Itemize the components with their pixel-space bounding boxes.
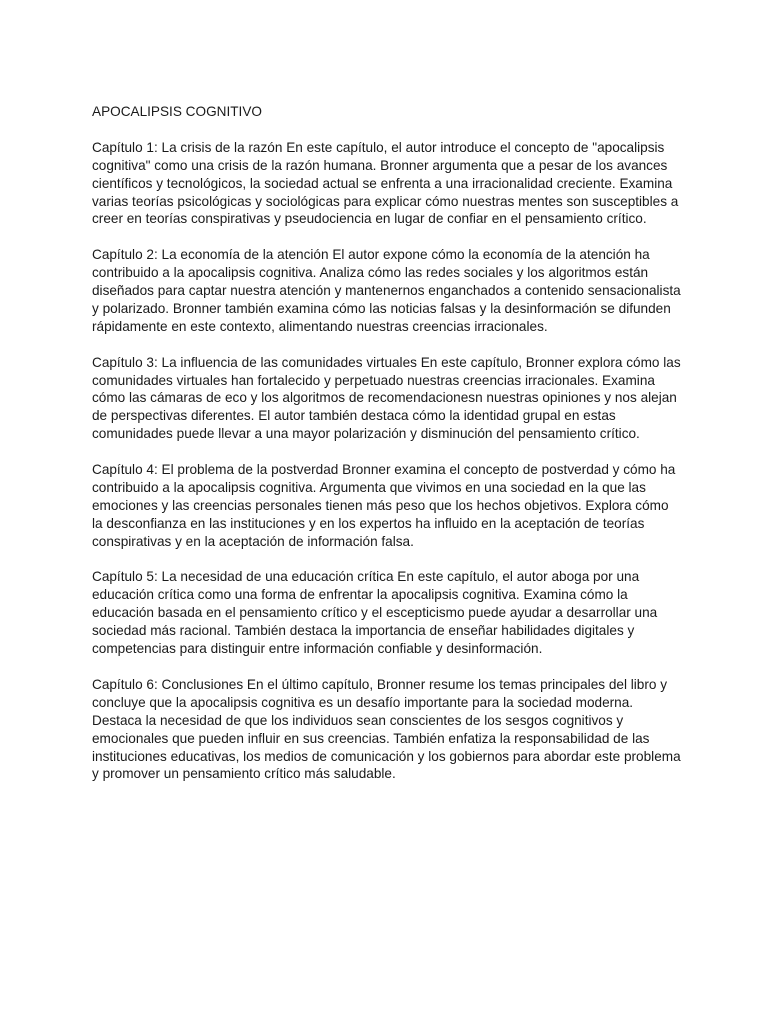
chapter-2-paragraph: Capítulo 2: La economía de la atención El autor expone cómo la economía de la atención ha contribuido a la apocalipsis cognitiva. Analiza cómo las redes sociales y los algoritmos están diseñados para captar nuestra atención y mantenernos enganchados a contenido sensacionalista y polarizado. Bronner también examina cómo las noticias falsas y la desinformación se difunden rápidamente en este contexto, alimentando nuestras creencias irracionales.: [92, 247, 681, 334]
chapter-3-paragraph: Capítulo 3: La influencia de las comunidades virtuales En este capítulo, Bronner explora cómo las comunidades virtuales han fortalecido y perpetuado nuestras creencias irracionales. Examina cómo las cámaras de eco y los algoritmos de recomendacionesn nuestras opiniones y nos alejan de perspectivas diferentes. El autor también destaca cómo la identidad grupal en estas comunidades puede llevar a una mayor polarización y disminución del pensamiento crítico.: [92, 354, 681, 442]
chapter-6-paragraph: Capítulo 6: Conclusiones En el último capítulo, Bronner resume los temas principales del libro y concluye que la apocalipsis cognitiva es un desafío importante para la sociedad moderna. Destaca la necesidad de que los individuos sean conscientes de los sesgos cognitivos y emocionales que pueden influir en sus creencias. También enfatiza la responsabilidad de las instituciones educativas, los medios de comunicación y los gobiernos para abordar este problema y promover un pensamiento crítico más saludable.: [92, 676, 681, 782]
document-body: [92, 103, 682, 801]
document-title: APOCALIPSIS COGNITIVO: [92, 104, 262, 119]
chapter-4-paragraph: Capítulo 4: El problema de la postverdad Bronner examina el concepto de postverdad y cómo ha contribuido a la apocalipsis cognitiva. Argumenta que vivimos en una sociedad en la que las emociones y las creencias personales tienen más peso que los hechos objetivos. Explora cómo la desconfianza en las instituciones y en los expertos ha influido en la aceptación de teorías conspirativas y en la aceptación de información falsa.: [92, 462, 676, 549]
chapter-1-paragraph: Capítulo 1: La crisis de la razón En este capítulo, el autor introduce el concepto de "apocalipsis cognitiva" como una crisis de la razón humana. Bronner argumenta que a pesar de los avances científicos y tecnológicos, la sociedad actual se enfrenta a una irracionalidad creciente. Examina varias teorías psicológicas y sociológicas para explicar cómo nuestras mentes son susceptibles a creer en teorías conspirativas y pseudociencia en lugar de confiar en el pensamiento crítico.: [92, 139, 679, 227]
chapter-5-paragraph: Capítulo 5: La necesidad de una educación crítica En este capítulo, el autor aboga por una educación crítica como una forma de enfrentar la apocalipsis cognitiva. Examina cómo la educación basada en el pensamiento crítico y el escepticismo puede ayudar a desarrollar una sociedad más racional. También destaca la importancia de enseñar habilidades digitales y competencias para distinguir entre información confiable y desinformación.: [92, 569, 658, 657]
